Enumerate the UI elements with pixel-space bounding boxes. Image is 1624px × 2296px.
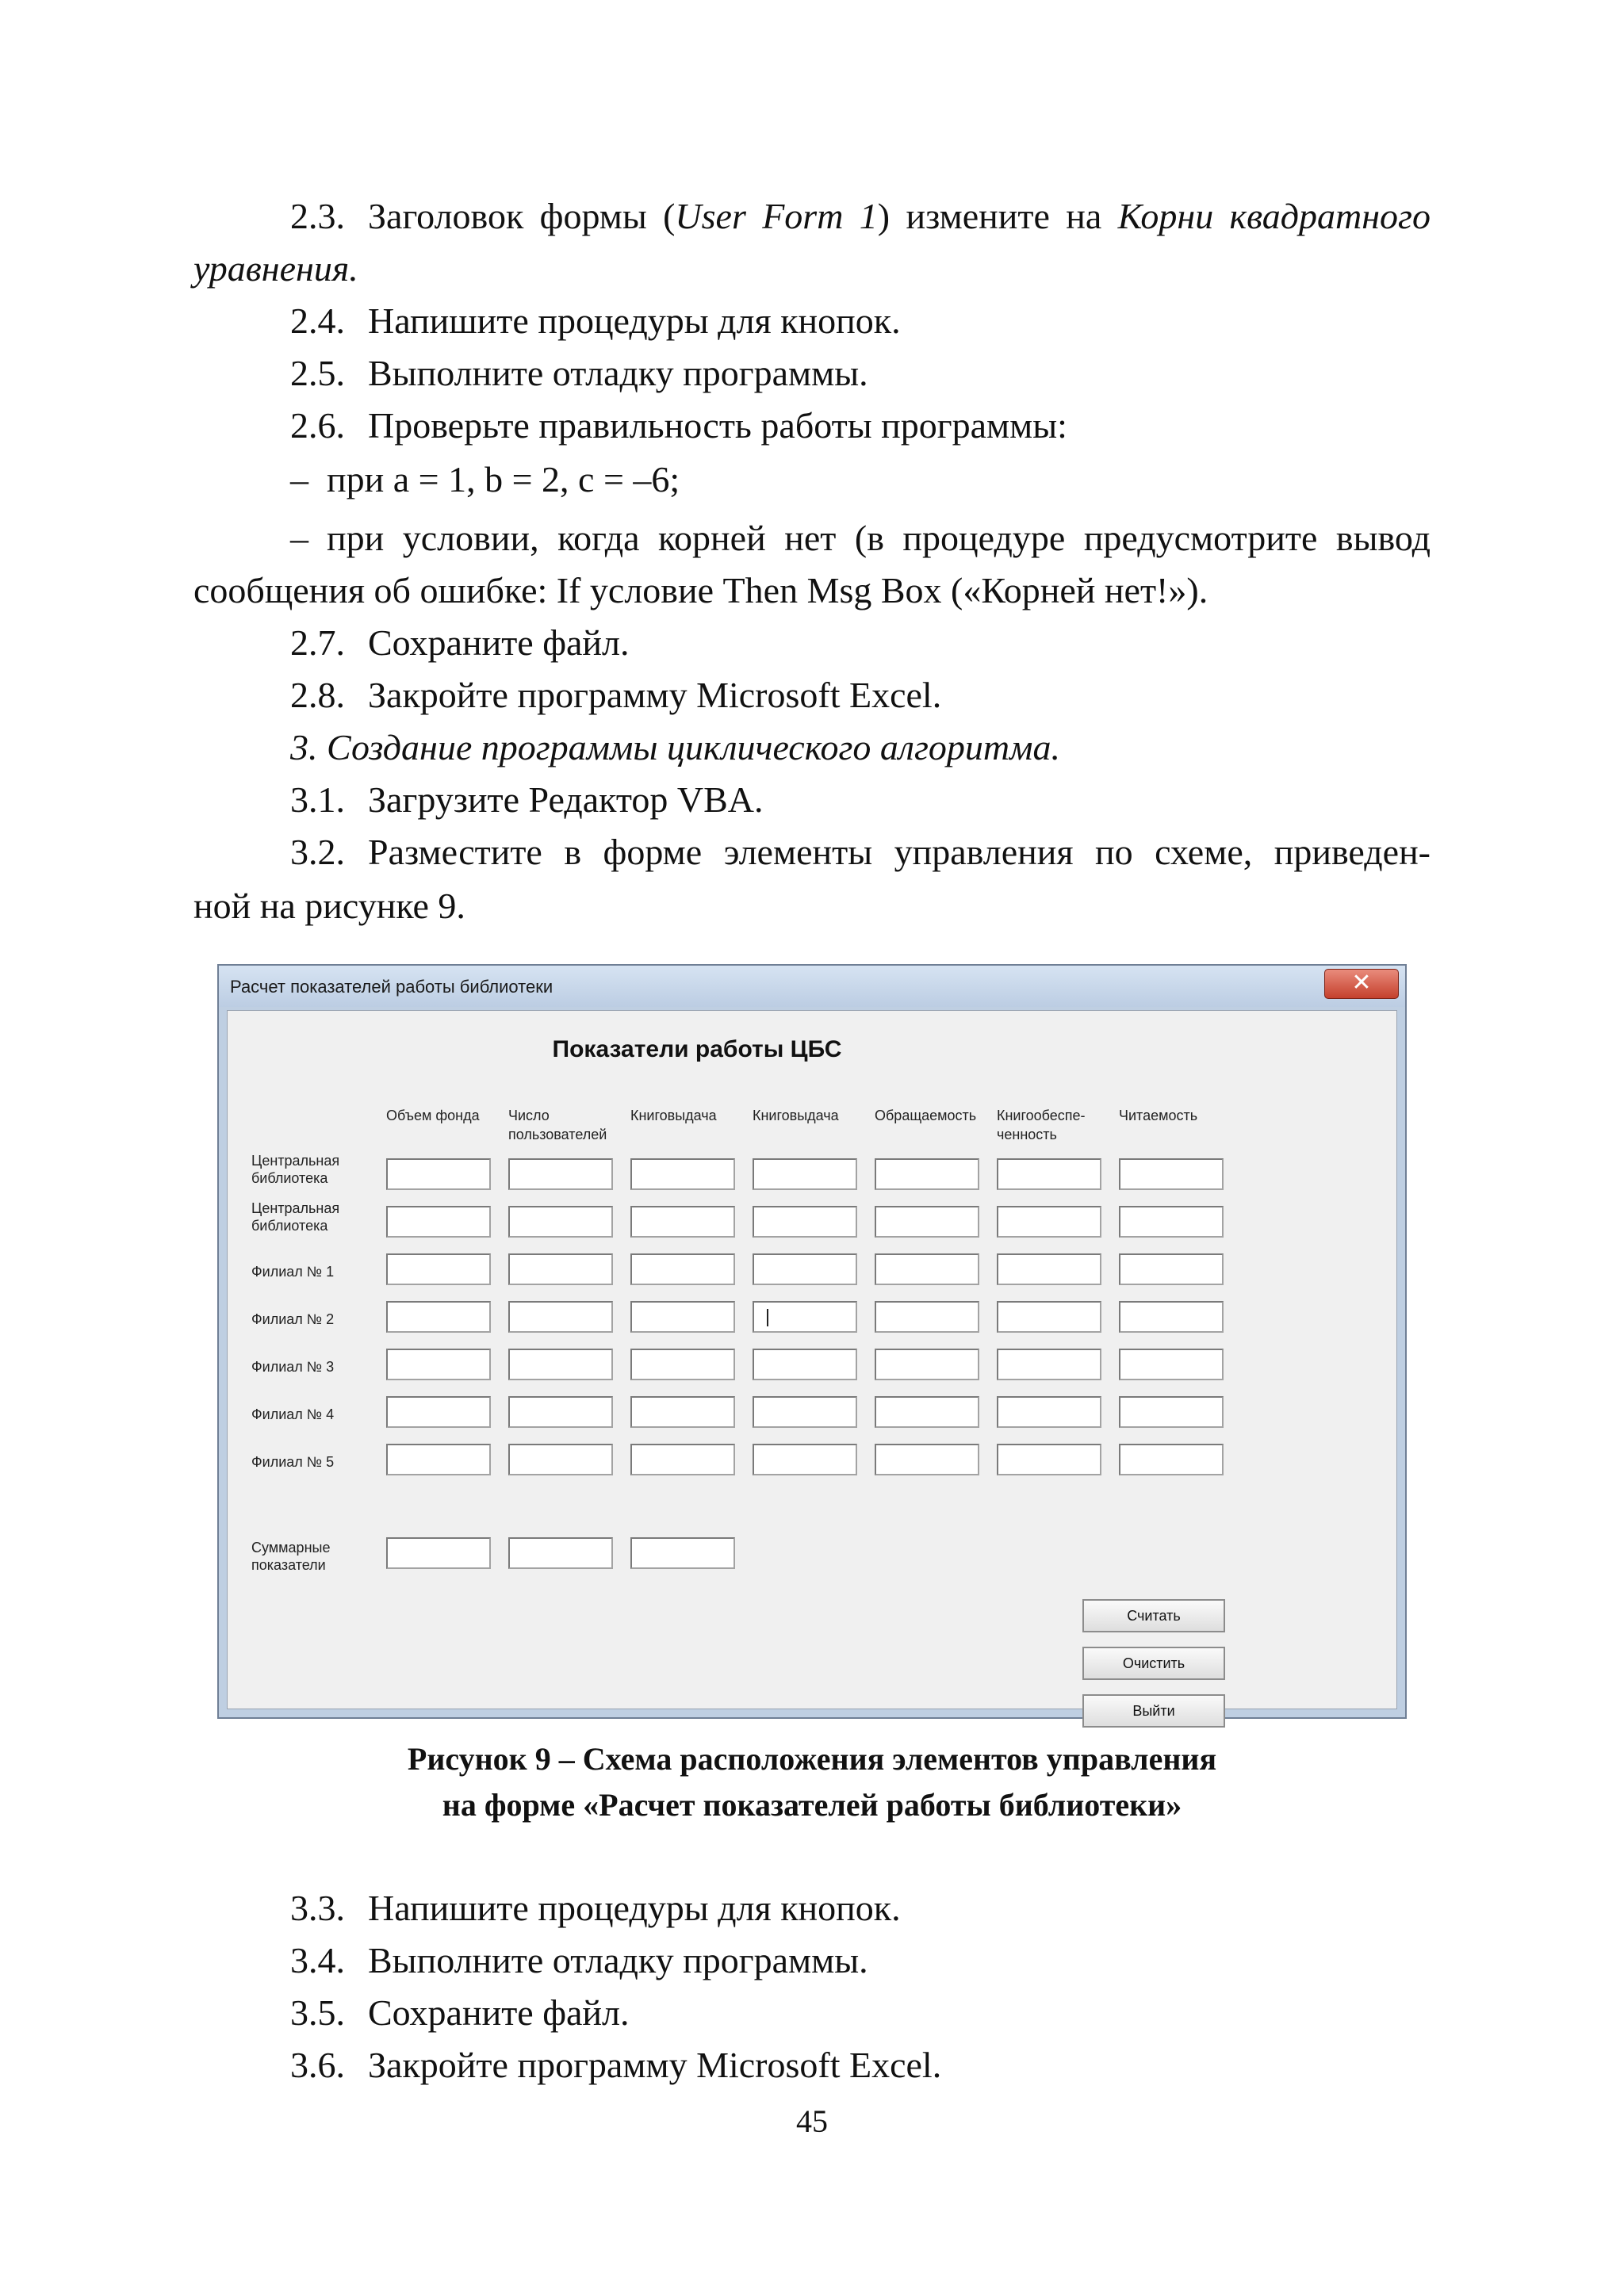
paragraph-3-5: 3.5. Сохраните файл. xyxy=(290,1992,630,2033)
indicator-textbox[interactable] xyxy=(508,1206,613,1238)
row-label: Центральная библиотека xyxy=(251,1200,340,1234)
indicator-textbox[interactable] xyxy=(1119,1444,1224,1475)
indicator-textbox[interactable] xyxy=(630,1396,735,1428)
indicator-textbox[interactable] xyxy=(997,1396,1101,1428)
indicator-textbox[interactable] xyxy=(997,1253,1101,1285)
indicator-textbox[interactable] xyxy=(753,1253,857,1285)
column-header: Книгообеспе- ченность xyxy=(997,1108,1086,1142)
summary-textbox[interactable] xyxy=(386,1537,491,1569)
indicator-textbox[interactable] xyxy=(875,1253,979,1285)
form-header: Показатели работы ЦБС xyxy=(552,1036,842,1062)
indicator-textbox[interactable] xyxy=(630,1158,735,1190)
row-label: Филиал № 1 xyxy=(251,1264,335,1280)
indicator-textbox[interactable] xyxy=(386,1349,491,1380)
indicator-textbox[interactable] xyxy=(753,1396,857,1428)
indicator-textbox[interactable] xyxy=(508,1301,613,1333)
indicator-textbox[interactable] xyxy=(386,1206,491,1238)
bullet-2-line2: сообщения об ошибке: If условие Then Msg Box («Корней нет!»). xyxy=(193,570,1208,610)
paragraph-3-6: 3.6. Закройте программу Microsoft Excel. xyxy=(290,2045,942,2085)
indicator-textbox[interactable] xyxy=(630,1444,735,1475)
form-client-area xyxy=(227,1010,1397,1719)
indicator-textbox[interactable] xyxy=(997,1444,1101,1475)
close-button[interactable]: ✕ xyxy=(1324,969,1399,999)
clear-button[interactable]: Очистить xyxy=(1082,1647,1225,1680)
row-label: Филиал № 4 xyxy=(251,1406,335,1422)
indicator-textbox[interactable] xyxy=(1119,1206,1224,1238)
paragraph-3-3: 3.3. Напишите процедуры для кнопок. xyxy=(290,1888,901,1928)
column-header: Объем фонда xyxy=(386,1108,480,1123)
paragraph-3-2-line2: ной на рисунке 9. xyxy=(193,886,465,926)
text-caret xyxy=(767,1309,768,1326)
indicator-textbox[interactable] xyxy=(997,1158,1101,1190)
paragraph-2-4: 2.4. Напишите процедуры для кнопок. xyxy=(290,300,901,341)
indicator-textbox[interactable] xyxy=(875,1206,979,1238)
userform-window xyxy=(217,964,1407,1719)
indicator-textbox[interactable] xyxy=(1119,1158,1224,1190)
column-header: Обращаемость xyxy=(875,1108,977,1123)
paragraph-3-4: 3.4. Выполните отладку программы. xyxy=(290,1940,868,1980)
exit-button[interactable]: Выйти xyxy=(1082,1694,1225,1728)
window-title: Расчет показателей работы библиотеки xyxy=(230,977,553,997)
paragraph-2-7: 2.7. Сохраните файл. xyxy=(290,622,630,663)
indicator-textbox[interactable] xyxy=(508,1396,613,1428)
column-header: Книговыдача xyxy=(630,1108,717,1123)
indicator-textbox[interactable] xyxy=(875,1301,979,1333)
indicator-textbox[interactable] xyxy=(753,1444,857,1475)
indicator-textbox[interactable] xyxy=(875,1444,979,1475)
indicator-textbox[interactable] xyxy=(1119,1396,1224,1428)
summary-label: Суммарные показатели xyxy=(251,1540,331,1573)
indicator-textbox[interactable] xyxy=(630,1349,735,1380)
indicator-textbox[interactable] xyxy=(508,1349,613,1380)
bullet-1: – при a = 1, b = 2, c = –6; xyxy=(290,459,680,499)
paragraph-2-3-line2: уравнения. xyxy=(193,248,358,289)
window-titlebar xyxy=(219,966,1405,1007)
indicator-textbox[interactable] xyxy=(997,1349,1101,1380)
paragraph-2-8: 2.8. Закройте программу Microsoft Excel. xyxy=(290,675,942,715)
column-header: Читаемость xyxy=(1119,1108,1198,1123)
row-label: Филиал № 3 xyxy=(251,1359,335,1375)
row-label: Центральная библиотека xyxy=(251,1153,340,1186)
row-label: Филиал № 2 xyxy=(251,1311,335,1327)
paragraph-3-1: 3.1. Загрузите Редактор VBA. xyxy=(290,779,764,820)
paragraph-2-6: 2.6. Проверьте правильность работы программы: xyxy=(290,405,1067,446)
indicator-textbox[interactable] xyxy=(630,1253,735,1285)
paragraph-3-2-line1: 3.2. Разместите в форме элементы управления по схеме, приведен- xyxy=(290,832,1431,872)
indicator-textbox[interactable] xyxy=(386,1301,491,1333)
summary-textbox[interactable] xyxy=(630,1537,735,1569)
indicator-textbox[interactable] xyxy=(753,1349,857,1380)
bullet-2-line1: – при условии, когда корней нет (в процедуре предусмотрите вывод xyxy=(290,518,1431,558)
indicator-textbox[interactable] xyxy=(508,1444,613,1475)
indicator-textbox[interactable] xyxy=(386,1158,491,1190)
indicator-textbox[interactable] xyxy=(753,1158,857,1190)
summary-textbox[interactable] xyxy=(508,1537,613,1569)
indicator-textbox[interactable] xyxy=(875,1158,979,1190)
indicator-textbox[interactable] xyxy=(1119,1301,1224,1333)
indicator-textbox[interactable] xyxy=(875,1349,979,1380)
indicator-textbox[interactable] xyxy=(386,1444,491,1475)
column-header: Число пользователей xyxy=(508,1108,607,1142)
figure-caption-line1: Рисунок 9 – Схема расположения элементов управления xyxy=(407,1741,1217,1777)
section-3-heading: 3. Создание программы циклического алгоритма. xyxy=(290,727,1061,767)
figure-caption-line2: на форме «Расчет показателей работы библиотеки» xyxy=(442,1787,1182,1823)
indicator-textbox[interactable] xyxy=(1119,1253,1224,1285)
indicator-textbox[interactable] xyxy=(630,1301,735,1333)
indicator-textbox[interactable] xyxy=(630,1206,735,1238)
column-header: Книговыдача xyxy=(753,1108,839,1123)
paragraph-2-3-line1: 2.3. Заголовок формы (User Form 1) изменитe на Корни квадратного xyxy=(290,196,1431,236)
indicator-textbox[interactable] xyxy=(753,1206,857,1238)
page-number: 45 xyxy=(796,2103,828,2139)
indicator-textbox[interactable] xyxy=(875,1396,979,1428)
indicator-textbox[interactable] xyxy=(508,1253,613,1285)
indicator-textbox[interactable] xyxy=(386,1396,491,1428)
indicator-textbox[interactable] xyxy=(508,1158,613,1190)
paragraph-2-5: 2.5. Выполните отладку программы. xyxy=(290,353,868,393)
indicator-textbox[interactable] xyxy=(386,1253,491,1285)
indicator-textbox[interactable] xyxy=(997,1301,1101,1333)
indicator-textbox[interactable] xyxy=(753,1301,857,1333)
indicator-textbox[interactable] xyxy=(997,1206,1101,1238)
row-label: Филиал № 5 xyxy=(251,1454,335,1470)
indicator-textbox[interactable] xyxy=(1119,1349,1224,1380)
calculate-button[interactable]: Считать xyxy=(1082,1599,1225,1632)
